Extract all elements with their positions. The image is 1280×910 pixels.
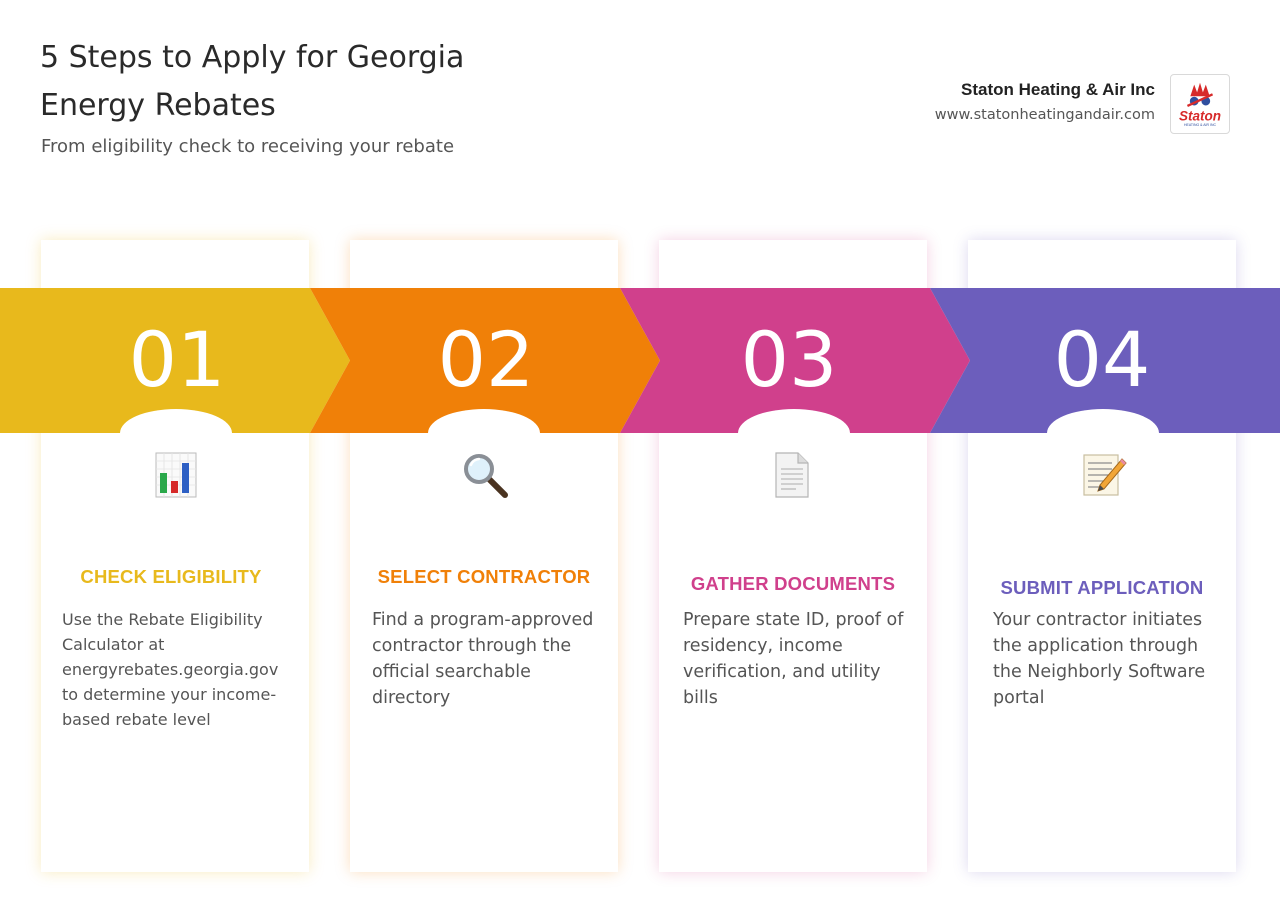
step-title-3: GATHER DOCUMENTS	[690, 573, 896, 594]
logo-subtext: HEATING & AIR INC	[1184, 123, 1216, 128]
logo-text: Staton	[1178, 108, 1222, 124]
memo-pencil-icon	[1074, 445, 1134, 505]
step-title-4: SUBMIT APPLICATION	[1000, 577, 1204, 598]
step-title-2: SELECT CONTRACTOR	[377, 566, 591, 587]
brand-url[interactable]: www.statonheatingandair.com	[934, 107, 1155, 123]
step-number-2: 02	[437, 315, 535, 404]
brand-name: Staton Heating & Air Inc	[961, 80, 1155, 99]
step-description-4: Your contractor initiates the application through the Neighborly Software portal	[993, 610, 1206, 708]
step-number-1: 01	[128, 315, 226, 404]
step-description-3: Prepare state ID, proof of residency, income verification, and utility bills	[683, 610, 904, 708]
step-title-1: CHECK ELIGIBILITY	[80, 566, 262, 587]
step-number-3: 03	[740, 315, 838, 404]
page-subtitle: From eligibility check to receiving your rebate	[41, 136, 455, 157]
magnifying-glass-icon	[455, 445, 515, 505]
step-number-4: 04	[1053, 315, 1151, 404]
step-description-1: Use the Rebate Eligibility Calculator at energyrebates.georgia.gov to determine your income-based rebate level	[62, 610, 279, 729]
brand-logo	[1170, 74, 1230, 134]
staton-logo-icon	[1171, 75, 1229, 133]
bar-chart-icon	[146, 445, 206, 505]
document-icon	[762, 445, 822, 505]
page-title: 5 Steps to Apply for Georgia Energy Rebates	[40, 40, 465, 123]
brand-block	[935, 80, 1155, 123]
step-description-2: Find a program-approved contractor through the official searchable directory	[372, 610, 594, 708]
